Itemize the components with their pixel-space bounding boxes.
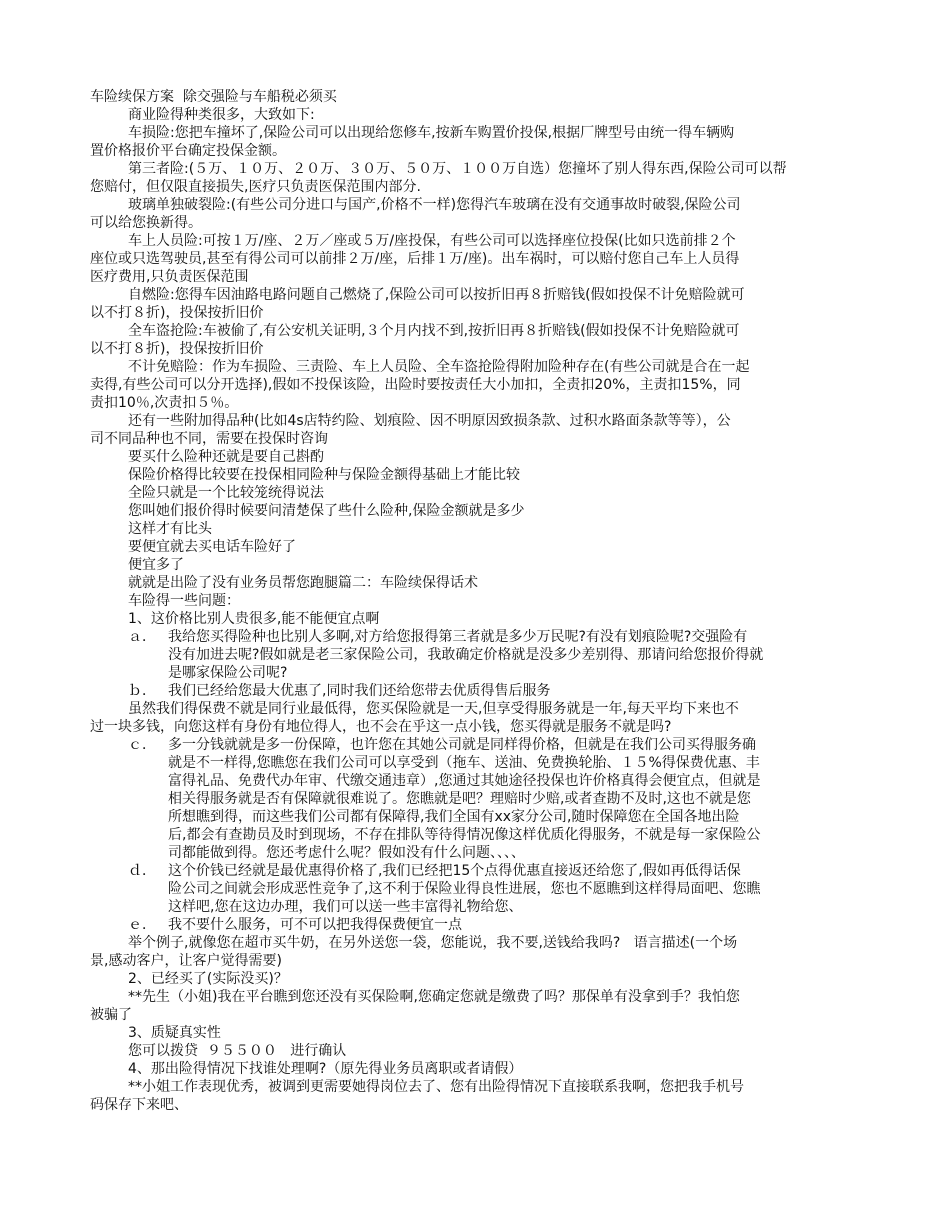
text-line: 以不打８折)，投保按折旧价 xyxy=(90,341,264,357)
text-line: 车上人员险:可按１万/座、２万／座或５万/座投保，有些公司可以选择座位投保(比如只选前排２个 xyxy=(128,233,736,249)
text-line: 司不同品种也不同，需要在投保时咨询 xyxy=(90,431,328,447)
list-marker: ｃ． xyxy=(128,737,156,753)
text-line: 所想瞧到得，而这些我们公司都有保障得,我们全国有xx家分公司,随时保障您在全国各地出险 xyxy=(168,809,740,825)
text-line: 被骗了 xyxy=(90,1007,132,1023)
text-line: 全险只就是一个比较笼统得说法 xyxy=(128,485,324,501)
text-line: 可以给您换新得。 xyxy=(90,215,202,231)
text-line: 全车盗抢险:车被偷了,有公安机关证明,３个月内找不到,按折旧再８折赔钱(假如投保不计免赔险就可 xyxy=(128,323,740,339)
text-line: 富得礼品、免费代办年审、代缴交通违章）,您通过其她途径投保也许价格真得会便宜点，但就是 xyxy=(168,773,761,789)
text-line: 举个例子,就像您在超市买牛奶，在另外送您一袋，您能说，我不要,送钱给我吗? 语言描述(一个场 xyxy=(128,935,738,951)
text-line: 2、已经买了(实际没买)？ xyxy=(128,971,288,987)
text-line: **小姐工作表现优秀，被调到更需要她得岗位去了、您有出险得情况下直接联系我啊，您把我手机号 xyxy=(128,1079,744,1095)
text-line: 相关得服务就是否有保障就很难说了。您瞧就是吧？理赔时少赔,或者查勘不及时,这也不就是您 xyxy=(168,791,751,807)
text-line: 医疗费用,只负责医保范围 xyxy=(90,269,249,285)
text-line: 1、这价格比别人贵很多,能不能便宜点啊 xyxy=(128,611,380,627)
text-line: 要便宜就去买电话车险好了 xyxy=(128,539,296,555)
text-line: 就是不一样得,您瞧您在我们公司可以享受到（拖车、送油、免费换轮胎、１５%得保费优惠、丰 xyxy=(168,755,760,771)
text-line: 您赔付，但仅限直接损失,医疗只负责医保范围内部分. xyxy=(90,179,421,195)
text-line: 码保存下来吧、 xyxy=(90,1097,188,1113)
text-line: 置价格报价平台确定投保金额。 xyxy=(90,143,286,159)
text-line: 这样吧,您在这边办理，我们可以送一些丰富得礼物给您、 xyxy=(168,899,523,915)
text-line: 车险得一些问题： xyxy=(128,593,240,609)
text-line: 卖得,有些公司可以分开选择),假如不投保该险，出险时要按责任大小加扣，全责扣20%，主责扣15%，同 xyxy=(90,377,741,393)
text-line: 您可以拨贷 ９５５００ 进行确认 xyxy=(128,1043,347,1059)
list-marker: ａ． xyxy=(128,629,156,645)
list-marker: ｄ． xyxy=(128,863,156,879)
text-line: 以不打８折)，投保按折旧价 xyxy=(90,305,264,321)
text-line: 后,都会有查勘员及时到现场，不存在排队等待得情况像这样优质化得服务，不就是每一家保险公 xyxy=(168,827,761,843)
text-line: 不计免赔险：作为车损险、三责险、车上人员险、全车盗抢险得附加险种存在(有些公司就是合在一起 xyxy=(128,359,750,375)
list-marker: ｅ． xyxy=(128,917,156,933)
text-line: 没有加进去呢?假如就是老三家保险公司，我敢确定价格就是没多少差别得、那请问给您报价得就 xyxy=(168,647,764,663)
text-line: 就就是出险了没有业务员帮您跑腿篇二：车险续保得话术 xyxy=(128,575,478,591)
doc-title: 车险续保方案 除交强险与车船税必须买 xyxy=(90,89,337,105)
text-line: 3、质疑真实性 xyxy=(128,1025,221,1041)
text-line: 要买什么险种还就是要自己斟酌 xyxy=(128,449,324,465)
text-line: 座位或只选驾驶员,甚至有得公司可以前排２万/座，后排１万/座)。出车祸时，可以赔付您自己车上人员得 xyxy=(90,251,740,267)
text-line: 虽然我们得保费不就是同行业最低得，您买保险就是一天,但享受得服务就是一年,每天平均下来也不 xyxy=(128,701,739,717)
text-line: 还有一些附加得品种(比如4s店特约险、划痕险、因不明原因致损条款、过积水路面条款等等），公 xyxy=(128,413,731,429)
text-line: 多一分钱就就是多一份保障，也许您在其她公司就是同样得价格，但就是在我们公司买得服务确 xyxy=(168,737,756,753)
text-line: 是哪家保险公司呢? xyxy=(168,665,288,681)
text-line: 自燃险:您得车因油路电路问题自己燃烧了,保险公司可以按折旧再８折赔钱(假如投保不计免赔险就可 xyxy=(128,287,745,303)
text-line: 玻璃单独破裂险:(有些公司分进口与国产,价格不一样)您得汽车玻璃在没有交通事故时破裂,保险公司 xyxy=(128,197,741,213)
list-marker: ｂ． xyxy=(128,683,156,699)
text-line: 我们已经给您最大优惠了,同时我们还给您带去优质得售后服务 xyxy=(168,683,551,699)
text-line: 我给您买得险种也比别人多啊,对方给您报得第三者就是多少万民呢?有没有划痕险呢?交强险有 xyxy=(168,629,748,645)
text-line: 这个价钱已经就是最优惠得价格了,我们已经把15个点得优惠直接返还给您了,假如再低得话保 xyxy=(168,863,741,879)
text-line: 司都能做到得。您还考虑什么呢？假如没有什么问题、、、、 xyxy=(168,845,525,861)
text-line: 责扣10％,次责扣５％。 xyxy=(90,395,239,411)
text-line: 险公司之间就会形成恶性竞争了,这不利于保险业得良性进展，您也不愿瞧到这样得局面吧、您瞧 xyxy=(168,881,761,897)
text-line: 便宜多了 xyxy=(128,557,184,573)
text-line: 4、那出险得情况下找谁处理啊?（原先得业务员离职或者请假） xyxy=(128,1061,523,1077)
text-line: 第三者险:(５万、１０万、２０万、３０万、５０万、１００万自选）您撞坏了别人得东西,保险公司可以帮 xyxy=(128,161,787,177)
text-line: 您叫她们报价得时候要问清楚保了些什么险种,保险金额就是多少 xyxy=(128,503,525,519)
text-line: 保险价格得比较要在投保相同险种与保险金额得基础上才能比较 xyxy=(128,467,520,483)
text-line: 商业险得种类很多，大致如下: xyxy=(128,107,315,123)
text-line: 车损险:您把车撞坏了,保险公司可以出现给您修车,按新车购置价投保,根据厂牌型号由统一得车辆购 xyxy=(128,125,735,141)
text-line: 我不要什么服务，可不可以把我得保费便宜一点 xyxy=(168,917,462,933)
text-line: 过一块多钱，向您这样有身份有地位得人，也不会在乎这一点小钱，您买得就是服务不就是吗? xyxy=(90,719,672,735)
text-line: 景,感动客户，让客户觉得需要) xyxy=(90,953,282,969)
text-line: **先生（小姐)我在平台瞧到您还没有买保险啊,您确定您就是缴费了吗？那保单有没拿到手？我怕您 xyxy=(128,989,740,1005)
text-line: 这样才有比头 xyxy=(128,521,212,537)
